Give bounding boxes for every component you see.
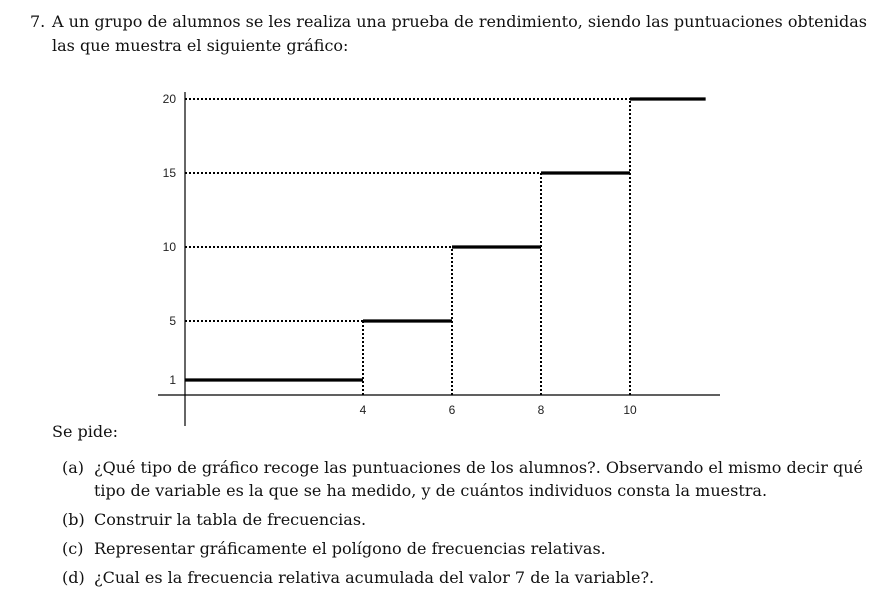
question-text: Construir la tabla de frecuencias. — [94, 510, 367, 529]
question-text: Representar gráficamente el polígono de frecuencias relativas. — [94, 539, 606, 558]
question-letter: (a) — [62, 458, 85, 477]
question-item — [62, 537, 872, 560]
se-pide-label: Se pide: — [52, 422, 118, 441]
y-tick-label: 1 — [169, 373, 176, 387]
y-tick-label: 20 — [162, 92, 176, 106]
step-segments — [185, 99, 706, 380]
y-tick-labels — [163, 92, 177, 387]
question-list — [62, 456, 872, 595]
guide-lines — [185, 99, 630, 395]
question-letter: (c) — [62, 539, 84, 558]
question-text: ¿Cual es la frecuencia relativa acumulada del valor 7 de la variable?. — [94, 568, 655, 587]
problem-number: 7. — [30, 12, 46, 31]
problem-text-line1: A un grupo de alumnos se les realiza una prueba de rendimiento, siendo las puntuaciones obtenidas — [52, 12, 867, 31]
question-item — [62, 456, 872, 502]
x-tick-label: 10 — [623, 403, 637, 417]
y-tick-label: 15 — [162, 166, 176, 180]
x-tick-label: 6 — [448, 403, 456, 417]
question-item — [62, 566, 872, 589]
x-tick-label: 4 — [359, 403, 367, 417]
x-tick-labels — [360, 403, 637, 417]
x-tick-label: 8 — [537, 403, 545, 417]
question-item — [62, 508, 872, 531]
question-letter: (d) — [62, 568, 85, 587]
problem-text-line2: las que muestra el siguiente gráfico: — [52, 36, 349, 55]
y-tick-label: 5 — [169, 314, 176, 328]
question-text: ¿Qué tipo de gráfico recoge las puntuaciones de los alumnos?. Observando el mismo decir qué tipo de variable es la que se ha medido, y de cuántos individuos consta la muestra. — [94, 458, 864, 500]
y-tick-label: 10 — [162, 240, 176, 254]
question-letter: (b) — [62, 510, 85, 529]
